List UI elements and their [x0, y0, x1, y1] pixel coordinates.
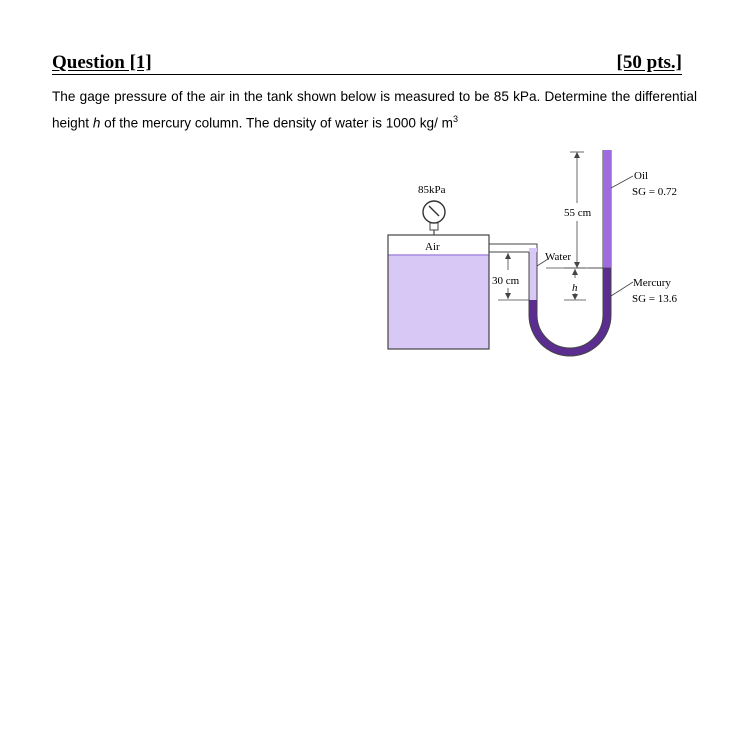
- oil-label: Oil: [634, 170, 649, 182]
- right-leg-oil: [603, 150, 611, 268]
- mercury-sg-label: SG = 13.6: [632, 293, 678, 305]
- gauge-reading-label: 85kPa: [418, 184, 446, 196]
- mercury-leader-line: [611, 282, 633, 296]
- air-label: Air: [425, 241, 440, 253]
- dim-55-label: 55 cm: [564, 207, 592, 219]
- problem-var-h: h: [92, 115, 101, 131]
- pressure-gauge-icon: [423, 201, 445, 223]
- problem-text-1: The gage pressure of the air in the tank shown below is measured to be 85 kPa. Determine the differential height: [52, 89, 697, 131]
- question-number: Question [1]: [52, 52, 152, 73]
- problem-text-2: of the mercury column. The density of water is 1000 kg/ m: [100, 115, 453, 131]
- tank-water: [388, 255, 489, 349]
- dim-h-label: h: [572, 282, 578, 294]
- oil-leader-line: [611, 176, 633, 188]
- water-label: Water: [545, 251, 571, 263]
- u-tube-inner-wall: [537, 150, 603, 348]
- oil-sg-label: SG = 0.72: [632, 186, 678, 198]
- gauge-fitting: [430, 223, 438, 230]
- mercury-column: [533, 268, 607, 352]
- question-points: [50 pts.]: [616, 52, 682, 73]
- mercury-label: Mercury: [633, 277, 671, 289]
- left-leg-water: [529, 248, 537, 300]
- dim-30-label: 30 cm: [492, 275, 520, 287]
- problem-exponent: 3: [452, 114, 458, 124]
